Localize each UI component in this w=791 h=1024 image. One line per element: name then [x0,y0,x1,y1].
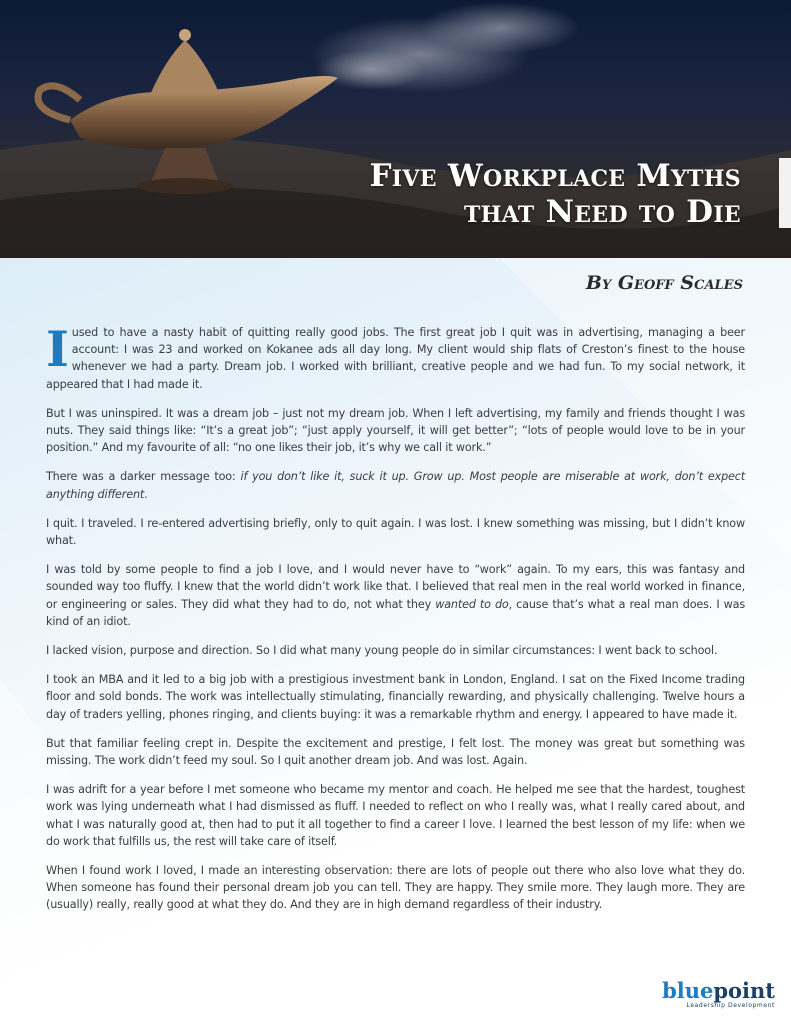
paragraph-7: I took an MBA and it led to a big job with a prestigious investment bank in London, England. I sat on the Fixed Income trading floor and sold bonds. The work was intellectually stimulating, financially rewarding, and physically challenging. Twelve hours a day of traders yelling, phones ringing, and clients buying: it was a remarkable rhythm and energy. I appeared to have made it. [46,673,745,721]
paragraph-4: I quit. I traveled. I re-entered advertising briefly, only to quit again. I was lost. I knew something was missing, but I didn’t know what. [46,516,745,548]
paragraph-6: I lacked vision, purpose and direction. So I did what many young people do in similar circumstances: I went back to school. [46,644,718,658]
paragraph-3: There was a darker message too: if you don’t like it, suck it up. Grow up. Most people are miserable at work, don’t expect anything different. [46,470,745,501]
paragraph-10: When I found work I loved, I made an interesting observation: there are lots of people out there who also love what they do. When someone has found their personal dream job you can tell. They are happy. They smile more. They laugh more. They are (usually) really, really good at what they do. And they are in high demand regardless of their industry. [46,864,745,912]
bluepoint-logo [655,980,775,1016]
page-title [369,158,741,230]
hero-banner [0,0,791,258]
logo-wordmark: bluepoint [662,978,775,1003]
article-area [0,258,791,1024]
author-byline: By Geoff Scales [585,272,743,294]
drop-cap: I [46,320,69,378]
article-body [46,320,746,926]
logo-tagline: Leadership Development [686,1002,775,1009]
title-line-1: Five Workplace Myths [369,158,741,194]
title-line-2: that Need to Die [463,194,741,230]
paragraph-5: I was told by some people to find a job I love, and I would never have to “work” again. To my ears, this was fantasy and sounded way too fluffy. I knew that the world didn’t work like that. I believed that real men in the real world worked in finance, or engineering or sales. They did what they had to do, not what they wanted to do, cause that’s what a real man does. I was kind of an idiot. [46,563,746,628]
paragraph-2: But I was uninspired. It was a dream job – just not my dream job. When I left advertising, my family and friends thought I was nuts. They said things like: “It’s a great job”; “just apply yourself, it will get better”; “lots of people would love to be in your position.” And my favourite of all: “no one likes their job, it’s why we call it work.” [46,406,745,455]
paragraph-1: Iused to have a nasty habit of quitting really good jobs. The first great job I quit was in advertising, managing a beer account: I was 23 and worked on Kokanee ads all day long. My client would ship flats of Creston’s finest to the house whenever we had a party. Dream job. I worked with brilliant, creative people and we had fun. To my social network, it appeared that I had made it. [46,320,745,391]
title-accent-bar [779,158,791,228]
paragraph-8: But that familiar feeling crept in. Despite the excitement and prestige, I felt lost. The money was great but something was missing. The work didn’t feed my soul. So I quit another dream job. And was lost. Again. [46,736,745,768]
paragraph-9: I was adrift for a year before I met someone who became my mentor and coach. He helped me see that the hardest, toughest work was lying underneath what I had dismissed as fluff. I needed to reflect on who I really was, what I really cared about, and what I was naturally good at, then had to put it all together to find a career I love. I learned the best lesson of my life: when we do work that fulfills us, the rest will take care of itself. [46,783,745,848]
